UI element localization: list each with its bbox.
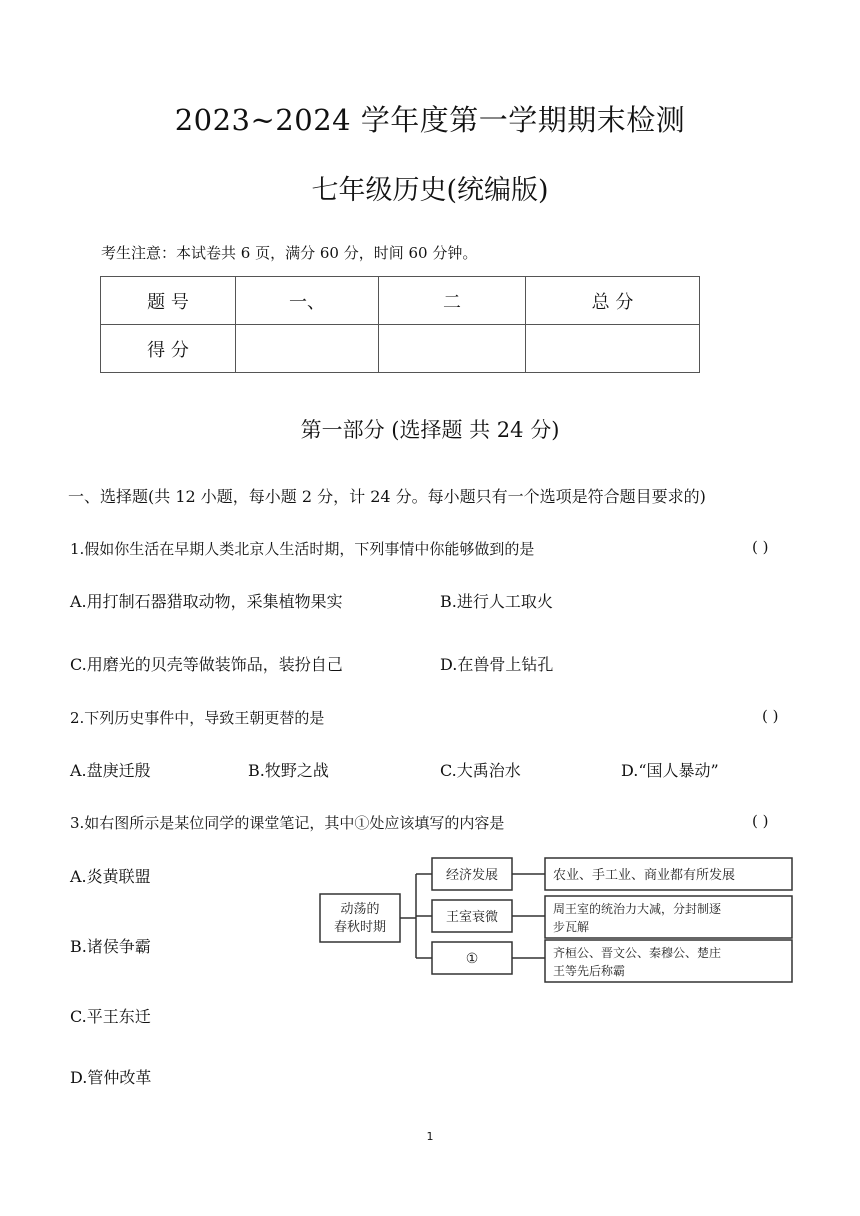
question-2-option-c: C.大禹治水 xyxy=(440,761,521,780)
question-2-answer-paren: ( ) xyxy=(762,707,779,725)
diagram-branch-label-3: ① xyxy=(465,951,479,967)
diagram-detail-text-2b: 步瓦解 xyxy=(553,920,590,934)
score-table-cell xyxy=(526,325,700,373)
exam-subtitle: 七年级历史(统编版) xyxy=(311,175,549,206)
score-table-cell: 题 号 xyxy=(101,277,236,325)
question-3-option-d: D.管仲改革 xyxy=(70,1068,152,1087)
diagram-detail-connectors xyxy=(512,874,545,958)
diagram-detail-text-1: 农业、手工业、商业都有所发展 xyxy=(553,868,736,883)
score-table-cell: 一、 xyxy=(236,277,379,325)
class-notes-diagram xyxy=(318,850,798,990)
question-3-option-b: B.诸侯争霸 xyxy=(70,937,151,956)
diagram-branch-label-1: 经济发展 xyxy=(445,868,499,883)
score-table-cell xyxy=(236,325,379,373)
diagram-detail-text-3b: 王等先后称霸 xyxy=(553,964,626,978)
diagram-root-label-1: 动荡的 xyxy=(340,902,380,917)
diagram-connector-lines xyxy=(400,874,432,958)
question-1-option-d: D.在兽骨上钻孔 xyxy=(440,655,554,674)
question-3-option-c: C.平王东迁 xyxy=(70,1007,151,1026)
diagram-detail-text-3a: 齐桓公、晋文公、秦穆公、楚庄 xyxy=(553,946,722,960)
question-3-option-a: A.炎黄联盟 xyxy=(70,867,151,886)
score-table-header-row xyxy=(101,277,700,325)
page-number: 1 xyxy=(426,1130,434,1143)
exam-title: 2023~2024 学年度第一学期期末检测 xyxy=(174,103,686,137)
question-2-option-d: D.“国人暴动” xyxy=(621,761,719,780)
score-table-cell: 二 xyxy=(379,277,526,325)
section-title: 第一部分 (选择题 共 24 分) xyxy=(300,418,560,442)
question-1-stem: 1.假如你生活在早期人类北京人生活时期，下列事情中你能够做到的是 xyxy=(70,540,535,558)
section-instructions: 一、选择题(共 12 小题，每小题 2 分，计 24 分。每小题只有一个选项是符合题目要求的) xyxy=(68,487,706,506)
question-2-option-b: B.牧野之战 xyxy=(248,761,329,780)
question-1-answer-paren: ( ) xyxy=(752,538,769,556)
question-2-option-a: A.盘庚迁殷 xyxy=(70,761,151,780)
diagram-root-label-2: 春秋时期 xyxy=(333,920,387,935)
score-table-cell xyxy=(379,325,526,373)
question-3-answer-paren: ( ) xyxy=(752,812,769,830)
question-3-stem: 3.如右图所示是某位同学的课堂笔记，其中①处应该填写的内容是 xyxy=(70,814,505,832)
score-table-cell: 总 分 xyxy=(526,277,700,325)
diagram-detail-text-2a: 周王室的统治力大减，分封制逐 xyxy=(553,902,722,916)
question-2-stem: 2.下列历史事件中，导致王朝更替的是 xyxy=(70,709,325,727)
question-1-option-c: C.用磨光的贝壳等做装饰品，装扮自己 xyxy=(70,655,343,674)
score-table xyxy=(100,276,700,373)
question-1-option-a: A.用打制石器猎取动物，采集植物果实 xyxy=(70,592,343,611)
score-table-score-row xyxy=(101,325,700,373)
question-1-option-b: B.进行人工取火 xyxy=(440,592,553,611)
exam-notice: 考生注意：本试卷共 6 页，满分 60 分，时间 60 分钟。 xyxy=(101,244,478,262)
diagram-branch-label-2: 王室衰微 xyxy=(445,910,499,925)
score-table-cell: 得 分 xyxy=(101,325,236,373)
